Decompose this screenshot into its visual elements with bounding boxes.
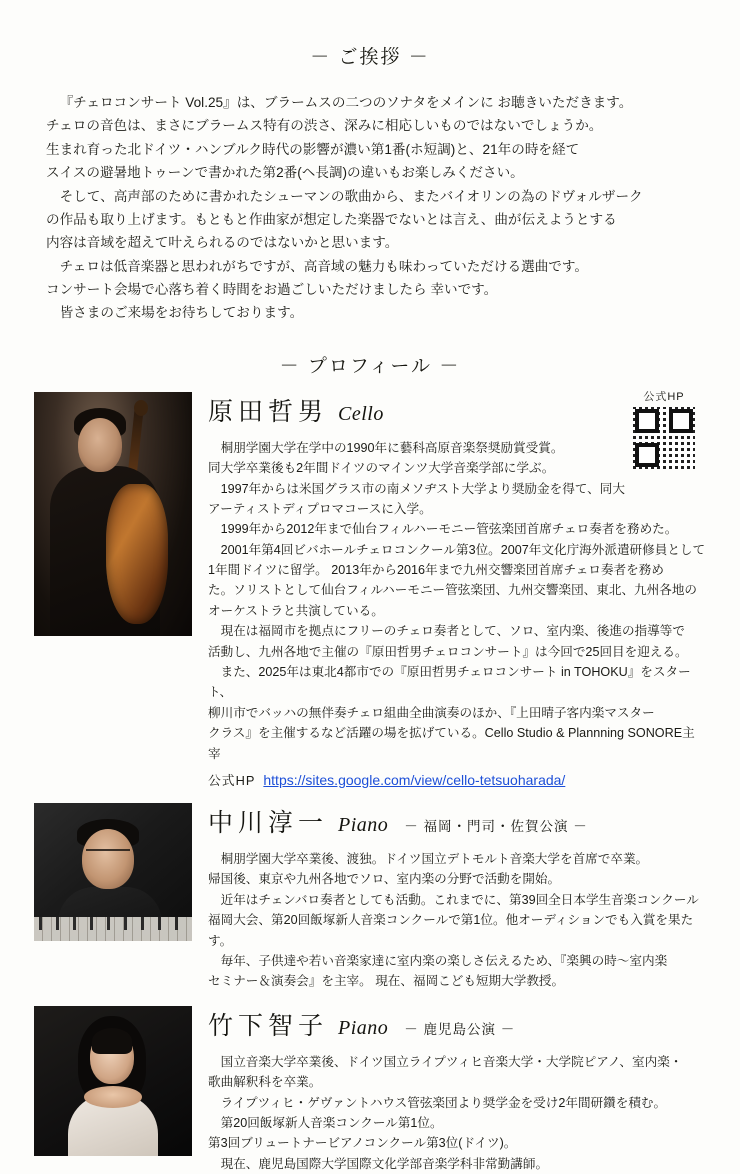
bio-line: 活動し、九州各地で主催の『原田哲男チェロコンサート』は今回で25回目を迎える。	[208, 644, 688, 659]
greeting-body	[34, 91, 706, 325]
artist-bio	[208, 849, 706, 992]
artist-instrument: Piano	[338, 814, 389, 836]
artist-bio	[208, 1052, 706, 1174]
greeting-paragraph: そして、高声部のために書かれたシューマンの歌曲から、またバイオリンの為のドヴォルザーク	[46, 188, 643, 204]
artist-name-line	[208, 1006, 706, 1042]
official-hp-qr-block[interactable]	[628, 388, 700, 469]
artist-venue: － 福岡・門司・佐賀公演 －	[404, 819, 588, 834]
artist-bio	[208, 438, 706, 764]
bio-line: 帰国後、東京や九州各地でソロ、室内楽の分野で活動を開始。	[208, 872, 561, 887]
bio-line: 福岡大会、第20回飯塚新人音楽コンクールで第1位。他オーディションでも入賞を果たす。	[208, 913, 694, 948]
artist-info-nakagawa	[192, 803, 706, 992]
qr-label: 公式HP	[643, 390, 685, 403]
bio-line: また、2025年は東北4都市での『原田哲男チェロコンサート in TOHOKU』をスタート、	[208, 665, 691, 700]
official-hp-label: 公式HP	[208, 773, 256, 788]
bio-line: た。ソリストとして仙台フィルハーモニー管弦楽団、九州交響楽団、東北、九州各地の	[208, 583, 698, 598]
artist-name: 原田哲男	[208, 397, 329, 426]
portrait-face-shape	[78, 418, 122, 472]
bio-line: 第3回ブリュートナービアノコンクール第3位(ドイツ)。	[208, 1136, 517, 1151]
artist-profile-takeshita	[34, 1006, 706, 1174]
bio-line: クラス』を主催するなど活躍の場を拡げている。Cello Studio & Plannning SONORE主宰	[208, 726, 695, 761]
cello-body-shape	[106, 484, 168, 624]
greeting-paragraph: 皆さまのご来場をお待ちしております。	[46, 305, 304, 321]
qr-finder-bottom-left	[635, 443, 659, 467]
bio-line: 柳川市でバッハの無伴奏チェロ組曲全曲演奏のほか、『上田晴子客内楽マスター	[208, 705, 655, 720]
bio-line: 1999年から2012年まで仙台フィルハーモニー管弦楽団首席チェロ奏者を務めた。	[208, 522, 678, 537]
bio-line: 1997年からは米国グラス市の南メソヂスト大学より奨励金を得て、同大	[208, 481, 625, 496]
greeting-paragraph: コンサート会場で心落ち着く時間をお過ごしいただけましたら 幸いです。	[46, 282, 498, 297]
artist-profile-nakagawa	[34, 803, 706, 992]
artist-name: 竹下智子	[208, 1011, 329, 1040]
bio-line: 桐朋学園大学卒業後、渡独。ドイツ国立デトモルト音楽大学を首席で卒業。	[208, 852, 649, 866]
artist-info-harada	[192, 392, 706, 789]
artist-profile-harada	[34, 392, 706, 789]
greeting-paragraph: チェロの音色は、まさにブラームス特有の渋さ、深みに相応しいものではないでしょうか。	[46, 118, 603, 134]
bio-line: 現在は福岡市を拠点にフリーのチェロ奏者として、ソロ、室内楽、後進の指導等で	[208, 624, 685, 639]
artist-name: 中川淳一	[208, 809, 329, 837]
concert-flyer-page	[0, 42, 740, 1171]
artist-instrument: Piano	[338, 1016, 389, 1039]
bio-line: 毎年、子供達や若い音楽家達に室内楽の楽しさ伝えるため、『楽興の時〜室内楽	[208, 953, 668, 968]
official-hp-url[interactable]: https://sites.google.com/view/cello-tetsuoharada/	[263, 772, 566, 788]
bio-line: 2001年第4回ビバホールチェロコンクール第3位。2007年文化庁海外派遣研修員として	[208, 542, 706, 557]
bio-line: 近年はチェンバロ奏者としても活動。これまでに、第39回全日本学生音楽コンクール	[208, 892, 699, 907]
artist-photo-nakagawa	[34, 803, 192, 941]
greeting-paragraph: 内容は音域を超えて叶えられるのではないかと思います。	[46, 235, 399, 251]
artist-instrument: Cello	[338, 402, 384, 425]
artist-name-line	[208, 803, 706, 839]
artist-info-takeshita	[192, 1006, 706, 1174]
portrait-fringe-shape	[92, 1028, 132, 1054]
greeting-paragraph: の作品も取り上げます。もともと作曲家が想定した楽器でないとは言え、曲が伝えようとする	[46, 211, 617, 227]
bio-line: 国立音楽大学卒業後、ドイツ国立ライプツィヒ音楽大学・大学院ピアノ、室内楽・	[208, 1054, 683, 1069]
bio-line: セミナー＆演奏会』を主宰。 現在、福岡こども短期大学教授。	[208, 974, 565, 989]
artist-photo-takeshita	[34, 1006, 192, 1156]
official-hp-line	[208, 770, 706, 789]
artist-venue: － 鹿児島公演 －	[404, 1021, 516, 1037]
bio-line: ライプツィヒ・ゲヴァントハウス管弦楽団より奨学金を受け2年間研鑽を積む。	[208, 1095, 667, 1110]
bio-line: 同大学卒業後も2年間ドイツのマインツ大学音楽学部に学ぶ。	[208, 461, 555, 476]
qr-code-icon[interactable]	[633, 407, 695, 469]
bio-line: 現在、鹿児島国際大学国際文化学部音楽学科非常勤講師。	[208, 1156, 549, 1171]
bio-line: 1年間ドイツに留学。 2013年から2016年まで九州交響楽団首席チェロ奏者を務め	[208, 563, 664, 578]
piano-keys-shape	[34, 917, 192, 941]
greeting-section-title: － ご挨拶 －	[310, 47, 430, 68]
cello-scroll-shape	[134, 400, 148, 416]
bio-line: アーティストディプロマコースに入学。	[208, 501, 432, 516]
bio-line: 歌曲解釈科を卒業。	[208, 1075, 322, 1090]
portrait-shoulder-shape	[84, 1086, 142, 1108]
greeting-paragraph: チェロは低音楽器と思われがちですが、高音域の魅力も味わっていただける選曲です。	[46, 258, 588, 274]
bio-line: オーケストラと共演している。	[208, 603, 384, 618]
profile-section-title: － プロフィール －	[279, 355, 461, 377]
greeting-paragraph: スイスの避暑地トゥーンで書かれた第2番(ヘ長調)の違いもお楽しみください。	[46, 165, 524, 181]
greeting-paragraph: 『チェロコンサート Vol.25』は、ブラームスの二つのソナタをメインに お聴きいただきます。	[59, 95, 633, 110]
bio-line: 桐朋学園大学在学中の1990年に藝科高原音楽祭奨励賞受賞。	[208, 440, 564, 455]
glasses-icon	[86, 849, 130, 861]
artist-photo-harada	[34, 392, 192, 636]
greeting-paragraph: 生まれ育った北ドイツ・ハンブルク時代の影響が濃い第1番(ホ短調)と、21年の時を経て	[46, 141, 580, 157]
bio-line: 第20回飯塚新人音楽コンクール第1位。	[208, 1115, 443, 1130]
